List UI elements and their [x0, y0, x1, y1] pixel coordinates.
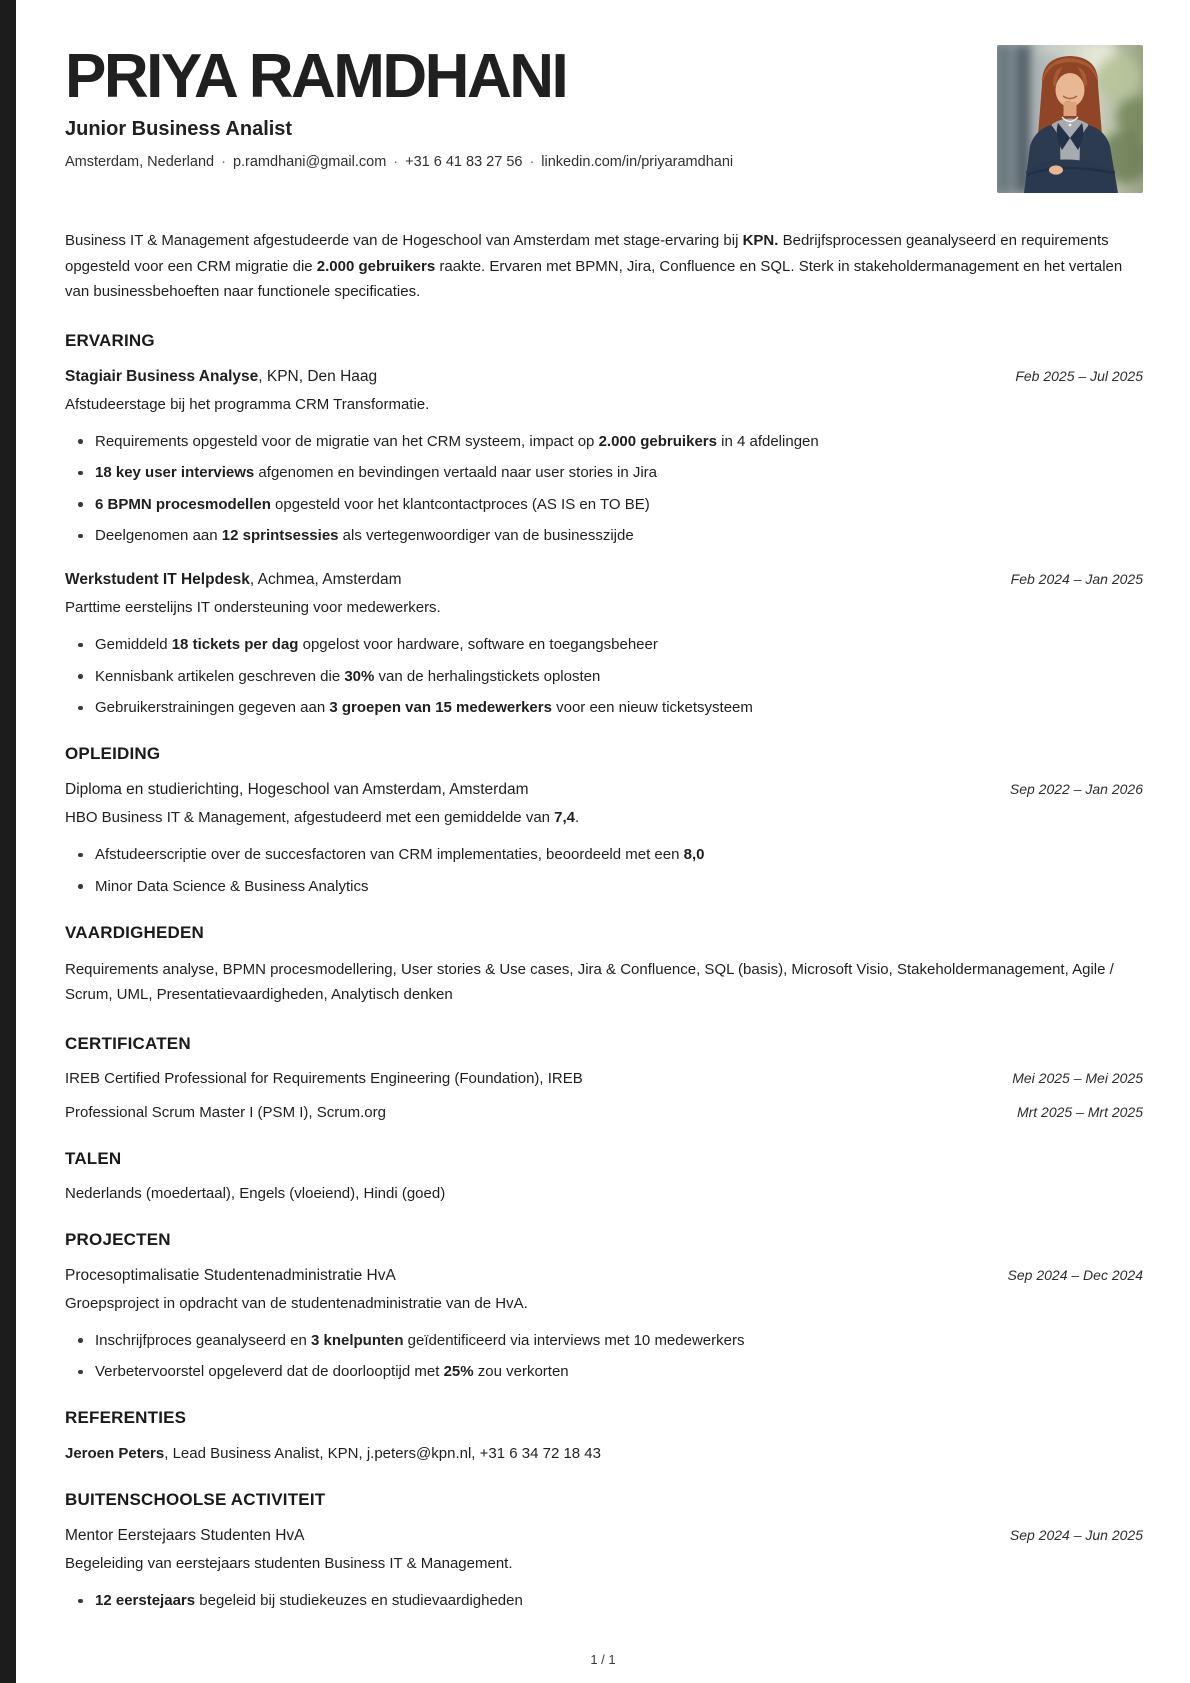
bullet-text: Deelgenomen aan 12 sprintsessies als vertegenwoordiger van de businesszijde — [95, 527, 634, 544]
entry-title: Stagiair Business Analyse, KPN, Den Haag — [65, 367, 378, 385]
activity-entry — [65, 1525, 1143, 1611]
experience-entry — [65, 366, 1143, 547]
person-name: PRIYA RAMDHANI — [65, 42, 567, 111]
entry-date: Sep 2024 – Dec 2024 — [1007, 1266, 1143, 1283]
bullet-text: Afstudeerscriptie over de succesfactoren van CRM implementaties, beoordeeld met een 8,0 — [95, 846, 705, 863]
dot-separator: · — [221, 154, 226, 170]
bullet-list — [65, 431, 1143, 547]
job-title: Junior Business Analist — [65, 118, 293, 140]
skills-list: Requirements analyse, BPMN procesmodellering, User stories & Use cases, Jira & Confluence, SQL (basis), Microsoft Visio, Stakeholdermanagement, Agile / Scrum, UML, Presentatievaardigheden, Analytisch denken — [65, 960, 1114, 1003]
page-footer — [16, 1652, 1190, 1667]
entry-title: Procesoptimalisatie Studentenadministratie HvA — [65, 1266, 396, 1284]
section-heading-buitenschoolse-activiteit: BUITENSCHOOLSE ACTIVITEIT — [65, 1490, 326, 1509]
section-referenties — [65, 1408, 1143, 1464]
bullet-text: Gemiddeld 18 tickets per dag opgelost voor hardware, software en toegangsbeheer — [95, 636, 658, 653]
entry-description: Groepsproject in opdracht van de studentenadministratie van de HvA. — [65, 1294, 528, 1312]
contact-phone: +31 6 41 83 27 56 — [405, 154, 523, 170]
bullet-text: 12 eerstejaars begeleid bij studiekeuzes en studievaardigheden — [95, 1592, 523, 1609]
section-talen — [65, 1149, 1143, 1204]
section-projecten — [65, 1230, 1143, 1383]
bullet-item — [95, 431, 1143, 452]
profile-summary: Business IT & Management afgestudeerde van de Hogeschool van Amsterdam met stage-ervaring bij KPN. Bedrijfsprocessen geanalyseerd en requirements opgesteld voor een CRM migratie die 2.000 gebruikers raakte. Ervaren met BPMN, Jira, Confluence en SQL. Sterk in stakeholdermanagement en het vertalen van businessbehoeften naar functionele specificaties. — [65, 232, 1123, 300]
certificate-date: Mei 2025 – Mei 2025 — [1012, 1069, 1143, 1086]
resume-header — [65, 42, 1143, 193]
section-certificaten — [65, 1034, 1143, 1123]
section-heading-talen: TALEN — [65, 1148, 122, 1168]
section-heading-certificaten: CERTIFICATEN — [65, 1033, 191, 1053]
certificate-date: Mrt 2025 – Mrt 2025 — [1016, 1103, 1143, 1120]
bullet-item — [95, 462, 1143, 483]
entry-title: Mentor Eerstejaars Studenten HvA — [65, 1527, 305, 1544]
certificate-title: IREB Certified Professional for Requirements Engineering (Foundation), IREB — [65, 1069, 583, 1087]
bullet-item — [95, 1330, 1143, 1351]
section-heading-opleiding: OPLEIDING — [65, 744, 161, 763]
certificate-entry — [65, 1102, 1143, 1123]
dot-separator: · — [393, 154, 399, 170]
contact-line — [65, 154, 733, 170]
page-indicator: 1 / 1 — [590, 1652, 616, 1667]
certificate-entry — [65, 1068, 1143, 1089]
section-opleiding — [65, 744, 1143, 897]
entry-date: Feb 2025 – Jul 2025 — [1015, 367, 1143, 384]
page-accent-bar — [0, 0, 16, 1683]
bullet-item — [95, 666, 1143, 687]
section-heading-referenties: REFERENTIES — [65, 1408, 187, 1427]
bullet-item — [95, 525, 1143, 546]
bullet-text: Minor Data Science & Business Analytics — [95, 877, 369, 895]
bullet-text: 6 BPMN procesmodellen opgesteld voor het klantcontactproces (AS IS en TO BE) — [95, 495, 650, 513]
bullet-list — [65, 844, 1143, 897]
bullet-text: Requirements opgesteld voor de migratie van het CRM systeem, impact op 2.000 gebruikers in 4 afdelingen — [95, 432, 819, 450]
bullet-item — [95, 634, 1143, 655]
header-identity — [65, 42, 734, 170]
section-vaardigheden — [65, 923, 1143, 1008]
section-heading-vaardigheden: VAARDIGHEDEN — [65, 922, 205, 942]
entry-description: Parttime eerstelijns IT ondersteuning voor medewerkers. — [65, 599, 441, 616]
dot-separator: · — [529, 154, 535, 170]
bullet-list — [65, 1330, 1143, 1383]
entry-date: Feb 2024 – Jan 2025 — [1010, 571, 1143, 587]
contact-linkedin: linkedin.com/in/priyaramdhani — [541, 154, 734, 170]
project-entry — [65, 1265, 1143, 1383]
section-heading-projecten: PROJECTEN — [65, 1229, 171, 1249]
profile-photo — [997, 45, 1143, 193]
experience-entry — [65, 569, 1143, 718]
section-buitenschoolse-activiteit — [65, 1490, 1143, 1611]
bullet-text: Verbetervoorstel opgeleverd dat de doorlooptijd met 25% zou verkorten — [95, 1363, 569, 1380]
bullet-list — [65, 634, 1143, 718]
resume-document — [65, 0, 1143, 1622]
entry-title: Werkstudent IT Helpdesk, Achmea, Amsterdam — [65, 571, 402, 588]
section-heading-ervaring: ERVARING — [65, 330, 155, 350]
bullet-text: 18 key user interviews afgenomen en bevindingen vertaald naar user stories in Jira — [95, 464, 658, 481]
certificate-title: Professional Scrum Master I (PSM I), Scrum.org — [65, 1103, 386, 1121]
bullet-text: Kennisbank artikelen geschreven die 30% van de herhalingstickets oplosten — [95, 667, 601, 685]
languages-list: Nederlands (moedertaal), Engels (vloeiend), Hindi (goed) — [65, 1184, 446, 1202]
bullet-item — [95, 494, 1143, 515]
bullet-item — [95, 876, 1143, 897]
bullet-item — [95, 1361, 1143, 1382]
bullet-item — [95, 697, 1143, 718]
section-ervaring — [65, 331, 1143, 719]
reference-line: Jeroen Peters, Lead Business Analist, KPN, j.peters@kpn.nl, +31 6 34 72 18 43 — [65, 1445, 601, 1462]
entry-date: Sep 2024 – Jun 2025 — [1009, 1527, 1143, 1543]
entry-description: Begeleiding van eerstejaars studenten Business IT & Management. — [65, 1555, 513, 1572]
entry-description: Afstudeerstage bij het programma CRM Transformatie. — [65, 395, 430, 413]
profile-photo-illustration — [997, 45, 1143, 193]
bullet-text: Inschrijfproces geanalyseerd en 3 knelpunten geïdentificeerd via interviews met 10 medewerkers — [95, 1331, 745, 1349]
entry-date: Sep 2022 – Jan 2026 — [1009, 781, 1143, 797]
bullet-item — [95, 1590, 1143, 1611]
entry-title: Diploma en studierichting, Hogeschool van Amsterdam, Amsterdam — [65, 781, 529, 798]
bullet-text: Gebruikerstrainingen gegeven aan 3 groepen van 15 medewerkers voor een nieuw ticketsysteem — [95, 699, 753, 716]
contact-email: p.ramdhani@gmail.com — [232, 154, 387, 170]
bullet-list — [65, 1590, 1143, 1611]
bullet-item — [95, 844, 1143, 865]
contact-location: Amsterdam, Nederland — [65, 154, 215, 170]
education-entry — [65, 779, 1143, 897]
entry-description: HBO Business IT & Management, afgestudeerd met een gemiddelde van 7,4. — [65, 809, 580, 826]
